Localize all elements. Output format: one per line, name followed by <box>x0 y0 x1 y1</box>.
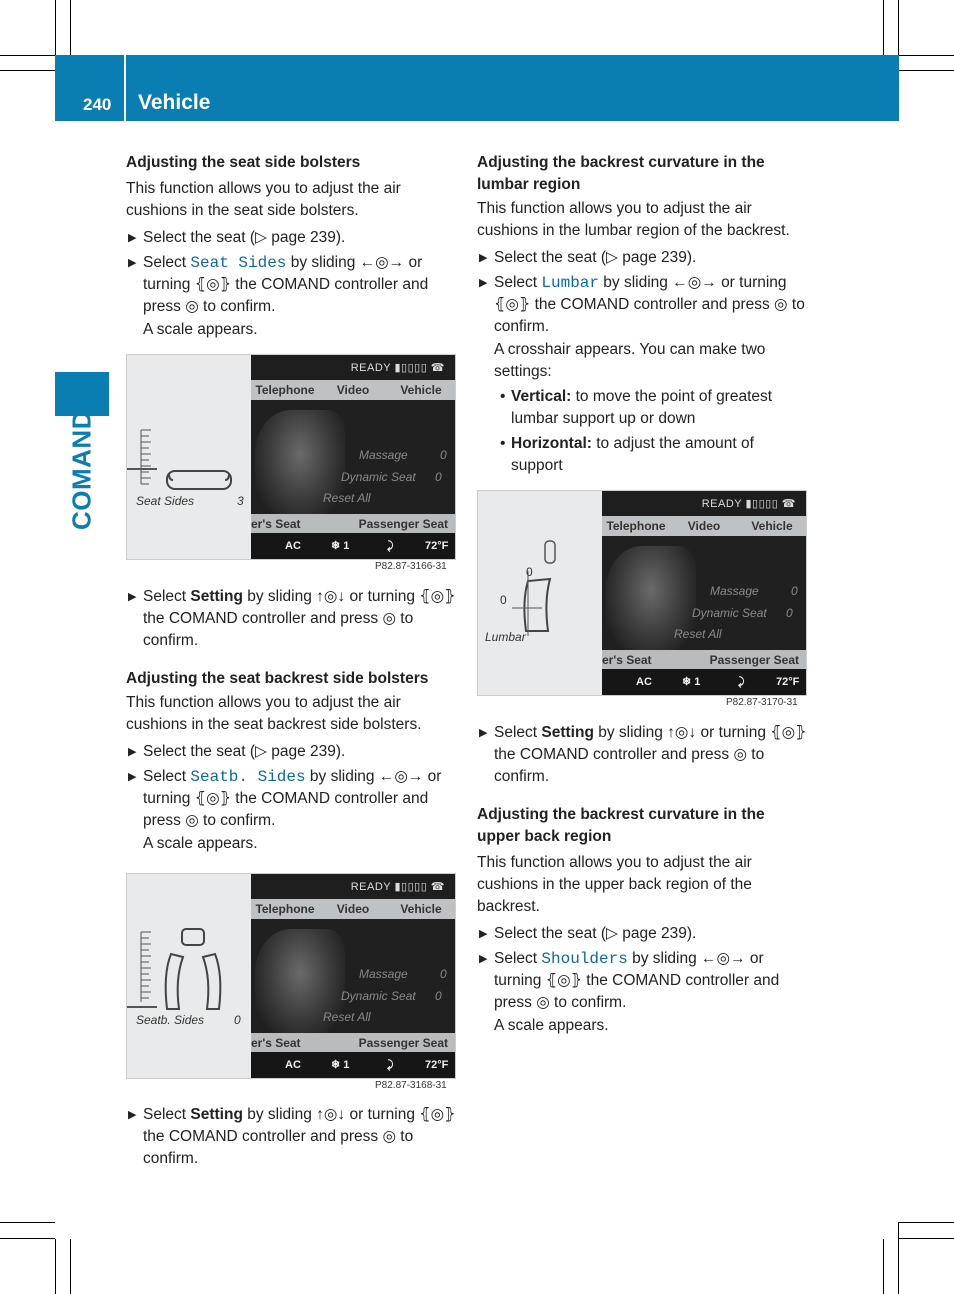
menu-telephone[interactable]: Telephone <box>255 383 315 397</box>
figure-caption: P82.87-3166-31 <box>375 561 447 572</box>
step <box>126 227 461 249</box>
step <box>477 722 809 788</box>
option-reset-all[interactable]: Reset All <box>323 491 371 505</box>
figure-caption: P82.87-3168-31 <box>375 1080 447 1091</box>
crop-mark <box>898 1222 899 1294</box>
main-menu <box>602 516 806 536</box>
crop-mark <box>0 70 55 71</box>
menu-video[interactable]: Video <box>687 519 721 533</box>
scale-panel <box>478 491 602 695</box>
paragraph: This function allows you to adjust the air cushions in the upper back region of the backrest. <box>477 854 752 915</box>
crop-mark <box>883 0 884 55</box>
status-bar: READY ▮▯▯▯▯ ☎ <box>251 874 455 899</box>
bullet-dot: • <box>500 388 506 405</box>
option-massage[interactable]: Massage <box>359 448 408 462</box>
airflow-icon: ⤸ <box>387 1059 394 1071</box>
climate-bar <box>251 533 455 559</box>
left-column-middle <box>126 586 461 855</box>
seat-sides-scale-icon <box>127 355 251 559</box>
bullet-text: to move the point of greatest lumbar support up or down <box>511 388 773 427</box>
scale-panel <box>127 355 251 559</box>
driver-seat-tab[interactable]: er's Seat <box>251 517 301 531</box>
menu-item-code: Seatb. Sides <box>190 768 306 786</box>
passenger-seat-tab[interactable]: Passenger Seat <box>358 517 448 531</box>
step-text: Select <box>494 950 542 967</box>
paragraph: This function allows you to adjust the air cushions in the seat side bolsters. <box>126 180 401 219</box>
passenger-seat-tab[interactable]: Passenger Seat <box>358 1036 448 1050</box>
option-value: 0 <box>435 470 442 484</box>
step <box>126 586 461 652</box>
step-arrow-icon: ▶ <box>479 277 488 289</box>
crop-mark <box>899 1238 954 1239</box>
crop-mark <box>70 1239 71 1294</box>
lumbar-vertical-value: 0 <box>526 565 533 579</box>
right-column-top <box>477 152 809 477</box>
heading-backrest-side-bolsters: Adjusting the seat backrest side bolsters <box>126 670 429 687</box>
page-number: 240 <box>83 95 112 114</box>
left-column-bottom <box>126 1104 461 1170</box>
option-reset-all[interactable]: Reset All <box>674 627 722 641</box>
main-menu <box>251 380 455 400</box>
step <box>477 948 809 1037</box>
step-result: A crosshair appears. You can make two settings: <box>494 341 766 380</box>
bold-term: Vertical: <box>511 388 572 405</box>
figure-caption: P82.87-3170-31 <box>726 697 798 708</box>
scale-label: Seat Sides <box>136 494 195 508</box>
step-text: Select <box>143 254 191 271</box>
menu-video[interactable]: Video <box>336 383 370 397</box>
crop-mark <box>899 1222 954 1223</box>
step-arrow-icon: ▶ <box>128 771 137 783</box>
lumbar-horizontal-value: 0 <box>500 593 507 607</box>
step <box>477 923 809 945</box>
step-text: Select the seat (▷ page 239). <box>143 743 346 760</box>
scale-panel <box>127 874 251 1078</box>
step <box>126 1104 461 1170</box>
step-text: by sliding ←◎→ or turning ⦃◎⦄ the COMAND controller and press ◎ to confirm. <box>494 950 780 1011</box>
option-dynamic-seat[interactable]: Dynamic Seat <box>692 606 767 620</box>
option-value: 0 <box>435 989 442 1003</box>
scale-value: 3 <box>237 494 244 508</box>
comand-screen-seatb-sides <box>126 873 456 1079</box>
option-value: 0 <box>786 606 793 620</box>
seat-selector-bar <box>251 514 455 534</box>
fan-level: ❄ 1 <box>331 540 350 552</box>
temperature: 72°F <box>776 676 800 688</box>
step-text: Select <box>494 274 542 291</box>
heading-upper-back-region: Adjusting the backrest curvature in the upper back region <box>477 806 765 845</box>
step-arrow-icon: ▶ <box>128 591 137 603</box>
crop-mark <box>0 1238 55 1239</box>
step-text: Select <box>143 1106 191 1123</box>
status-bar: READY ▮▯▯▯▯ ☎ <box>602 491 806 516</box>
menu-vehicle[interactable]: Vehicle <box>751 519 793 533</box>
step-text: Select <box>494 724 542 741</box>
ac-label: AC <box>285 1059 301 1071</box>
bold-term: Setting <box>190 1106 243 1123</box>
scale-value: 0 <box>234 1013 241 1027</box>
menu-vehicle[interactable]: Vehicle <box>400 383 442 397</box>
step-arrow-icon: ▶ <box>479 727 488 739</box>
comand-screen-seat-sides <box>126 354 456 560</box>
fan-level: ❄ 1 <box>331 1059 350 1071</box>
option-value: 0 <box>440 448 447 462</box>
crop-mark <box>899 55 954 56</box>
temperature: 72°F <box>425 540 449 552</box>
fan-level: ❄ 1 <box>682 676 701 688</box>
crop-mark <box>883 1239 884 1294</box>
bullet-text: to adjust the amount of support <box>511 435 754 474</box>
header-divider <box>124 55 126 121</box>
step-arrow-icon: ▶ <box>128 232 137 244</box>
step-arrow-icon: ▶ <box>479 953 488 965</box>
bullet-item <box>494 433 809 477</box>
option-massage[interactable]: Massage <box>710 584 759 598</box>
option-value: 0 <box>440 967 447 981</box>
ac-label: AC <box>636 676 652 688</box>
right-column-bottom <box>477 722 809 1037</box>
option-value: 0 <box>791 584 798 598</box>
seat-selector-bar <box>602 650 806 670</box>
step <box>126 741 461 763</box>
crop-mark <box>0 1222 55 1223</box>
step-text: Select <box>143 588 191 605</box>
bullet-dot: • <box>500 435 506 452</box>
ac-label: AC <box>285 540 301 552</box>
airflow-icon: ⤸ <box>738 676 745 688</box>
crop-mark <box>55 1239 56 1294</box>
scale-label: Seatb. Sides <box>136 1013 205 1027</box>
step-arrow-icon: ▶ <box>479 252 488 264</box>
heading-seat-side-bolsters: Adjusting the seat side bolsters <box>126 154 361 171</box>
menu-item-code: Shoulders <box>541 950 628 968</box>
option-dynamic-seat[interactable]: Dynamic Seat <box>341 470 416 484</box>
step-text: by sliding ↑◎↓ or turning ⦃◎⦄ the COMAND controller and press ◎ to confirm. <box>494 724 807 785</box>
main-menu <box>251 899 455 919</box>
driver-seat-tab[interactable]: er's Seat <box>251 1036 301 1050</box>
menu-item-code: Seat Sides <box>190 254 287 272</box>
step-arrow-icon: ▶ <box>128 257 137 269</box>
option-dynamic-seat[interactable]: Dynamic Seat <box>341 989 416 1003</box>
step-text: Select <box>143 768 191 785</box>
left-column-top <box>126 152 461 341</box>
step-arrow-icon: ▶ <box>128 746 137 758</box>
option-reset-all[interactable]: Reset All <box>323 1010 371 1024</box>
step-text: by sliding ↑◎↓ or turning ⦃◎⦄ the COMAND controller and press ◎ to confirm. <box>143 1106 456 1167</box>
bold-term: Horizontal: <box>511 435 592 452</box>
comand-screen-lumbar <box>477 490 807 696</box>
paragraph: This function allows you to adjust the air cushions in the lumbar region of the backrest. <box>477 200 790 239</box>
step-text: Select the seat (▷ page 239). <box>494 925 697 942</box>
option-massage[interactable]: Massage <box>359 967 408 981</box>
menu-item-code: Lumbar <box>541 274 599 292</box>
scale-label: Lumbar <box>485 630 526 644</box>
temperature: 72°F <box>425 1059 449 1071</box>
crop-mark <box>899 70 954 71</box>
paragraph: This function allows you to adjust the air cushions in the seat backrest side bolsters. <box>126 694 422 733</box>
status-bar: READY ▮▯▯▯▯ ☎ <box>251 355 455 380</box>
step-result: A scale appears. <box>143 321 258 338</box>
step-text: Select the seat (▷ page 239). <box>143 229 346 246</box>
airflow-icon: ⤸ <box>387 540 394 552</box>
side-tab-label: COMAND <box>66 410 97 530</box>
backrest-sides-scale-icon <box>127 874 251 1078</box>
step-text: by sliding ↑◎↓ or turning ⦃◎⦄ the COMAND controller and press ◎ to confirm. <box>143 588 456 649</box>
step <box>126 252 461 341</box>
bullet-item <box>494 386 809 430</box>
step-result: A scale appears. <box>143 835 258 852</box>
climate-bar <box>251 1052 455 1078</box>
menu-telephone[interactable]: Telephone <box>606 519 666 533</box>
step-text: Select the seat (▷ page 239). <box>494 249 697 266</box>
seat-selector-bar <box>251 1033 455 1053</box>
heading-lumbar-region: Adjusting the backrest curvature in the lumbar region <box>477 154 765 193</box>
step-result: A scale appears. <box>494 1017 609 1034</box>
step-text: by sliding ←◎→ or turning ⦃◎⦄ the COMAND controller and press ◎ to confirm. <box>494 274 805 335</box>
climate-bar <box>602 669 806 695</box>
section-title: Vehicle <box>138 91 211 114</box>
crop-mark <box>70 0 71 55</box>
step <box>477 247 809 269</box>
bold-term: Setting <box>190 588 243 605</box>
step-text: by sliding ←◎→ or turning ⦃◎⦄ the COMAND controller and press ◎ to confirm. <box>143 768 442 829</box>
crop-mark <box>898 0 899 55</box>
step-arrow-icon: ▶ <box>128 1109 137 1121</box>
step <box>126 766 461 855</box>
step <box>477 272 809 383</box>
driver-seat-tab[interactable]: er's Seat <box>602 653 652 667</box>
lumbar-crosshair-icon <box>478 491 602 695</box>
menu-vehicle[interactable]: Vehicle <box>400 902 442 916</box>
step-text: by sliding ←◎→ or turning ⦃◎⦄ the COMAND controller and press ◎ to confirm. <box>143 254 429 315</box>
crop-mark <box>0 55 55 56</box>
bold-term: Setting <box>541 724 594 741</box>
menu-video[interactable]: Video <box>336 902 370 916</box>
passenger-seat-tab[interactable]: Passenger Seat <box>709 653 799 667</box>
step-arrow-icon: ▶ <box>479 928 488 940</box>
crop-mark <box>55 0 56 55</box>
menu-telephone[interactable]: Telephone <box>255 902 315 916</box>
